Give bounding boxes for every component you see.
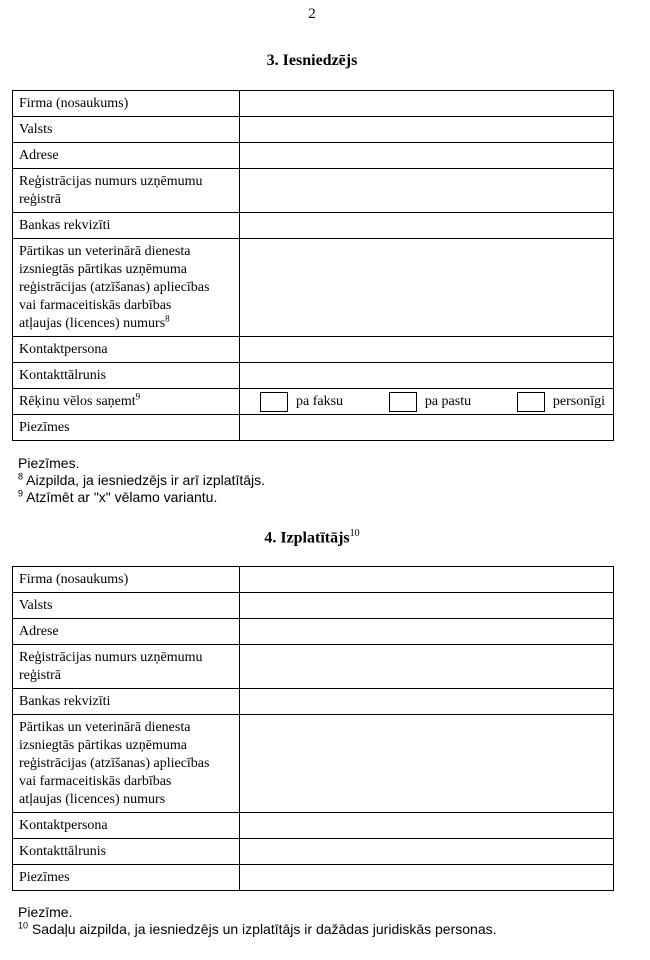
piezimes-field[interactable] [240, 415, 614, 441]
partikas-label-line5 [19, 312, 233, 333]
valsts-label: Valsts [13, 117, 240, 143]
faks-label: pa faksu [296, 393, 344, 409]
footnote-9-text: Atzīmēt ar "x" vēlamo variantu. [23, 489, 218, 505]
option-faks[interactable] [260, 392, 343, 412]
delivery-options [240, 392, 613, 412]
registracijas-label [13, 169, 240, 213]
option-pasts[interactable] [389, 392, 471, 412]
valsts-field[interactable] [240, 593, 614, 619]
section-3-title [0, 52, 624, 70]
partikas-label-line5: atļaujas (licences) numurs [19, 791, 166, 807]
partikas-label-line4: vai farmaceitiskās darbības [19, 773, 172, 789]
registracijas-label [13, 645, 240, 689]
kontakttalrunis-label: Kontakttālrunis [13, 363, 240, 389]
kontakttalrunis-field[interactable] [240, 363, 614, 389]
piezimes-label: Piezīmes [13, 865, 240, 891]
footnote-ref-8: 8 [165, 312, 170, 323]
table-row [13, 567, 614, 593]
section-4-notes [18, 904, 497, 938]
partikas-label-line2: izsniegtās pārtikas uzņēmuma [19, 261, 187, 277]
firma-field[interactable] [240, 567, 614, 593]
bankas-field[interactable] [240, 213, 614, 239]
firma-label: Firma (nosaukums) [13, 91, 240, 117]
option-personigi[interactable] [517, 392, 605, 412]
firma-field[interactable] [240, 91, 614, 117]
footnote-8 [18, 472, 265, 489]
table-row [13, 645, 614, 689]
piezimes-field[interactable] [240, 865, 614, 891]
table-row [13, 337, 614, 363]
kontaktpersona-field[interactable] [240, 337, 614, 363]
table-row [13, 839, 614, 865]
table-row [13, 593, 614, 619]
page-number: 2 [308, 6, 316, 22]
bankas-field[interactable] [240, 689, 614, 715]
partikas-field[interactable] [240, 715, 614, 813]
footnote-10-text: Sadaļu aizpilda, ja iesniedzējs un izplatītājs ir dažādas juridiskās personas. [28, 921, 497, 937]
notes-heading: Piezīme. [18, 904, 73, 920]
footnote-8-number: 8 [18, 471, 24, 482]
notes-heading: Piezīmes. [18, 455, 80, 471]
partikas-label-line4: vai farmaceitiskās darbības [19, 297, 172, 313]
partikas-label [13, 239, 240, 337]
table-row [13, 117, 614, 143]
kontaktpersona-label: Kontaktpersona [13, 813, 240, 839]
pasts-checkbox[interactable] [389, 392, 417, 412]
partikas-label-line1: Pārtikas un veterinārā dienesta [19, 243, 191, 259]
personigi-label: personīgi [552, 393, 605, 409]
registracijas-label-line1: Reģistrācijas numurs uzņēmumu [19, 649, 203, 665]
partikas-label-line1: Pārtikas un veterinārā dienesta [19, 719, 191, 735]
distributor-table [12, 566, 614, 891]
table-row [13, 619, 614, 645]
pasts-label: pa pastu [424, 393, 472, 409]
footnote-10 [18, 921, 497, 938]
kontakttalrunis-label: Kontakttālrunis [13, 839, 240, 865]
table-row [13, 91, 614, 117]
kontaktpersona-label: Kontaktpersona [13, 337, 240, 363]
section-4-title-text: 4. Izplatītājs [264, 529, 350, 547]
registracijas-field[interactable] [240, 645, 614, 689]
valsts-label: Valsts [13, 593, 240, 619]
table-row [13, 389, 614, 415]
section-3-title-text: 3. Iesniedzējs [266, 52, 358, 69]
adrese-label: Adrese [13, 619, 240, 645]
table-row [13, 239, 614, 337]
partikas-label-line3: reģistrācijas (atzīšanas) apliecības [19, 755, 210, 771]
footnote-10-number: 10 [18, 920, 29, 931]
partikas-label [13, 715, 240, 813]
partikas-field[interactable] [240, 239, 614, 337]
personigi-checkbox[interactable] [517, 392, 545, 412]
bankas-label: Bankas rekvizīti [13, 213, 240, 239]
partikas-label-line2: izsniegtās pārtikas uzņēmuma [19, 737, 187, 753]
rekinu-label [13, 389, 240, 415]
table-row [13, 415, 614, 441]
registracijas-label-line2: reģistrā [19, 191, 61, 207]
section-3-notes [18, 455, 265, 506]
table-row [13, 213, 614, 239]
adrese-label: Adrese [13, 143, 240, 169]
registracijas-label-line2: reģistrā [19, 667, 61, 683]
kontakttalrunis-field[interactable] [240, 839, 614, 865]
rekinu-label-text: Rēķinu vēlos saņemt [19, 393, 136, 409]
table-row [13, 865, 614, 891]
section-4-title [0, 528, 624, 547]
partikas-label-line5-text: atļaujas (licences) numurs [19, 315, 166, 331]
footnote-9 [18, 489, 265, 506]
footnote-ref-10: 10 [349, 528, 360, 539]
adrese-field[interactable] [240, 143, 614, 169]
piezimes-label: Piezīmes [13, 415, 240, 441]
footnote-8-text: Aizpilda, ja iesniedzējs ir arī izplatītājs. [23, 472, 266, 488]
table-row [13, 169, 614, 213]
applicant-table [12, 90, 614, 441]
valsts-field[interactable] [240, 117, 614, 143]
table-row [13, 363, 614, 389]
kontaktpersona-field[interactable] [240, 813, 614, 839]
adrese-field[interactable] [240, 619, 614, 645]
registracijas-label-line1: Reģistrācijas numurs uzņēmumu [19, 173, 203, 189]
registracijas-field[interactable] [240, 169, 614, 213]
table-row [13, 715, 614, 813]
table-row [13, 143, 614, 169]
delivery-options-cell [240, 389, 614, 415]
footnote-ref-9: 9 [135, 390, 141, 401]
bankas-label: Bankas rekvizīti [13, 689, 240, 715]
footnote-9-number: 9 [18, 488, 24, 499]
table-row [13, 813, 614, 839]
firma-label: Firma (nosaukums) [13, 567, 240, 593]
table-row [13, 689, 614, 715]
faks-checkbox[interactable] [260, 392, 288, 412]
partikas-label-line3: reģistrācijas (atzīšanas) apliecības [19, 279, 210, 295]
